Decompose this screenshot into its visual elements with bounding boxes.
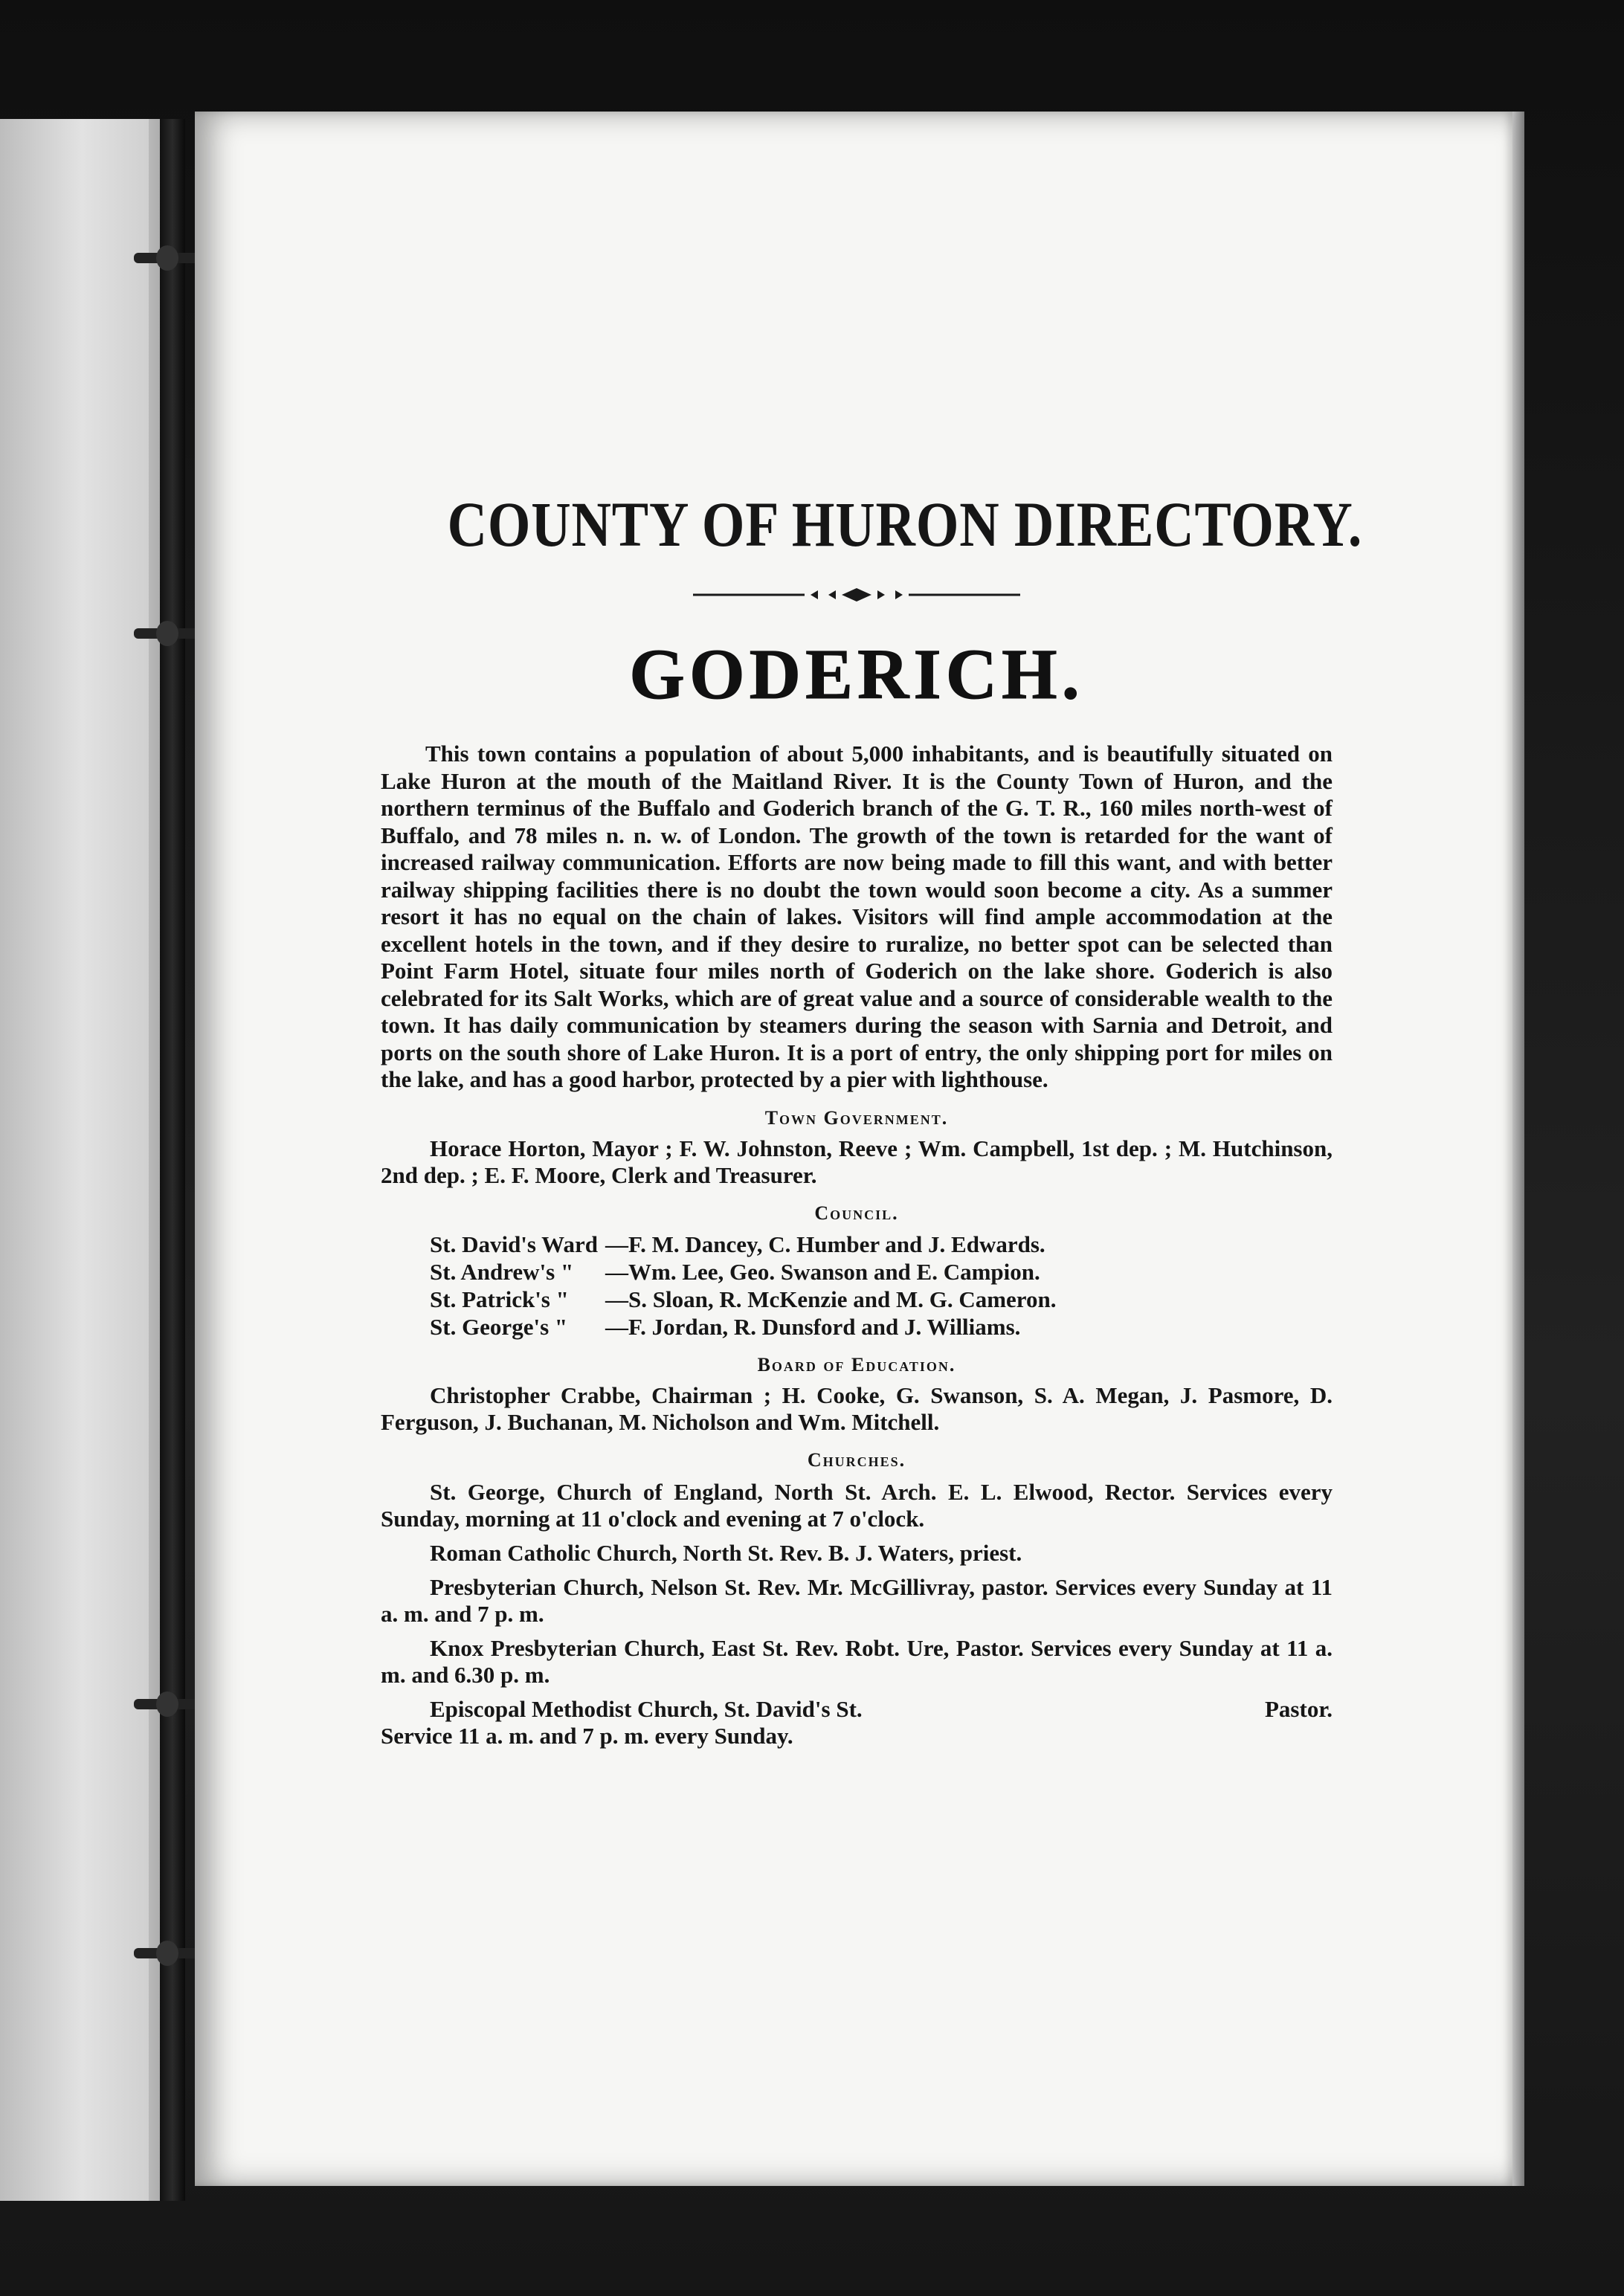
town-heading: GODERICH. [629, 634, 1084, 714]
binding-stitch [134, 253, 201, 263]
churches-heading: Churches. [807, 1448, 906, 1471]
binding-stitch [134, 1948, 201, 1958]
council-list [381, 1231, 1333, 1341]
church-entry: Presbyterian Church, Nelson St. Rev. Mr. McGillivray, pastor. Services every Sunday at 11 a. m. and 7 p. m. [381, 1573, 1333, 1627]
list-item [381, 1231, 1333, 1258]
list-item [381, 1286, 1333, 1313]
directory-page [195, 112, 1512, 2186]
board-of-education-heading: Board of Education. [757, 1353, 956, 1376]
list-item [381, 1258, 1333, 1286]
ward-members: —S. Sloan, R. McKenzie and M. G. Cameron. [605, 1286, 1057, 1312]
ward-name: St. David's Ward [430, 1231, 598, 1257]
page-content [381, 487, 1363, 1750]
binding-gutter [160, 119, 185, 2201]
town-government-heading: Town Government. [764, 1106, 949, 1129]
ward-name: St. George's " [430, 1313, 568, 1340]
town-government-text: Horace Horton, Mayor ; F. W. Johnston, Reeve ; Wm. Campbell, 1st dep. ; M. Hutchinson, 2nd dep. ; E. F. Moore, Clerk and Treasurer. [381, 1135, 1333, 1188]
church-service: Service 11 a. m. and 7 p. m. every Sunday. [381, 1722, 793, 1749]
church-entry: Roman Catholic Church, North St. Rev. B. J. Waters, priest. [430, 1539, 1022, 1566]
church-name: Episcopal Methodist Church, St. David's St. [430, 1695, 863, 1722]
council-heading: Council. [814, 1202, 899, 1224]
ward-members: —F. M. Dancey, C. Humber and J. Edwards. [605, 1231, 1045, 1257]
ornament-divider-icon [693, 584, 1020, 606]
left-page-edge [0, 119, 149, 2201]
church-entry: Knox Presbyterian Church, East St. Rev. Robt. Ure, Pastor. Services every Sunday at 11 a. m. and 6.30 p. m. [381, 1634, 1333, 1688]
board-of-education-text: Christopher Crabbe, Chairman ; H. Cooke, G. Swanson, S. A. Megan, J. Pasmore, D. Ferguson, J. Buchanan, M. Nicholson and Wm. Mitchell. [381, 1381, 1333, 1435]
church-entry-header [381, 1696, 1333, 1723]
intro-paragraph: This town contains a population of about 5,000 inhabitants, and is beautifully situated on Lake Huron at the mouth of the Maitland River. It is the County Town of Huron, and the northern terminus of the Buffalo and Goderich branch of the G. T. R., 160 miles north-west of Buffalo, and 78 miles n. n. w. of London. The growth of the town is retarded for the want of increased railway communication. Efforts are now being made to fill this want, and with better railway shipping facilities there is no doubt the town would soon become a city. As a summer resort it has no equal on the chain of lakes. Visitors will find ample accommodation at the excellent hotels in the town, and if they desire to ruralize, no better spot can be selected than Point Farm Hotel, situate four miles north of Goderich on the lake shore. Goderich is also celebrated for its Salt Works, which are of great value and a source of considerable wealth to the town. It has daily communication by steamers during the season with Sarnia and Detroit, and ports on the south shore of Lake Huron. It is a port of entry, the only shipping port for miles on the lake, and has a good harbor, protected by a pier with lighthouse. [381, 741, 1333, 1092]
list-item [381, 1313, 1333, 1341]
binding-stitch [134, 1699, 201, 1709]
church-entry [381, 1696, 1333, 1750]
ward-name: St. Patrick's " [430, 1286, 569, 1312]
ward-members: —Wm. Lee, Geo. Swanson and E. Campion. [605, 1258, 1040, 1285]
church-entry: St. George, Church of England, North St. Arch. E. L. Elwood, Rector. Services every Sunday, morning at 11 o'clock and evening at 7 o'clock. [381, 1478, 1333, 1532]
ward-members: —F. Jordan, R. Dunsford and J. Williams. [605, 1313, 1021, 1340]
page-title: COUNTY OF HURON DIRECTORY. [447, 488, 1363, 560]
ward-name: St. Andrew's " [430, 1258, 574, 1285]
church-pastor: Pastor. [1265, 1695, 1333, 1722]
binding-stitch [134, 628, 201, 639]
